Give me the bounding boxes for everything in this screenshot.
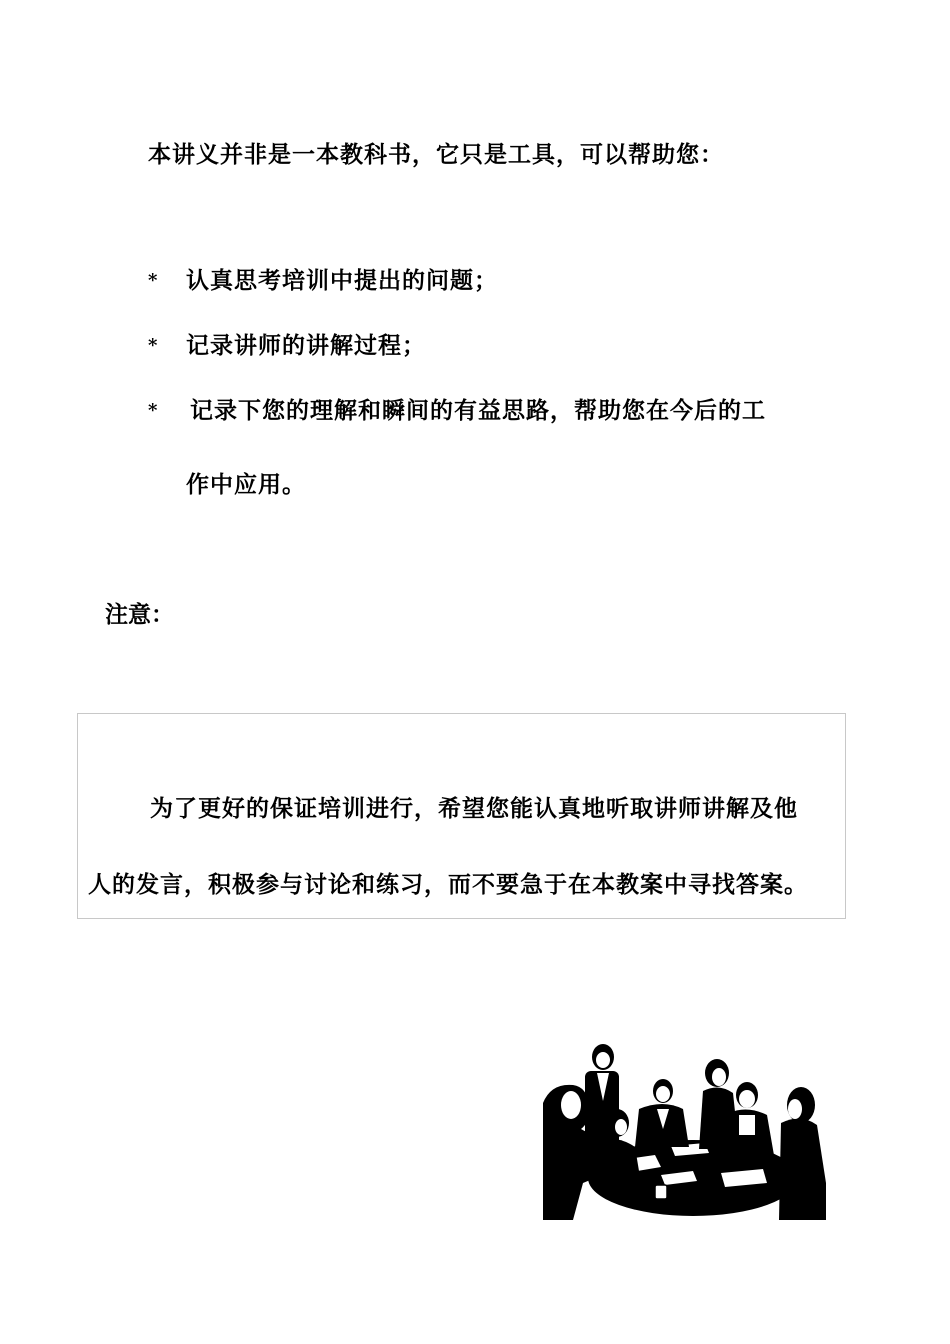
note-label: 注意： xyxy=(105,601,174,628)
bullet-text: 记录讲师的讲解过程； xyxy=(186,332,426,359)
coffee-cup xyxy=(655,1185,667,1199)
person-face xyxy=(561,1091,581,1119)
person-silhouette xyxy=(779,1118,826,1220)
note-text-line-2: 人的发言，积极参与讨论和练习，而不要急于在本教案中寻找答案。 xyxy=(88,871,808,898)
intro-paragraph: 本讲义并非是一本教科书，它只是工具，可以帮助您： xyxy=(148,141,724,168)
bullet-text: 记录下您的理解和瞬间的有益思路，帮助您在今后的工 xyxy=(190,397,766,424)
bullet-marker: * xyxy=(148,335,158,356)
person-shirt xyxy=(739,1115,755,1135)
meeting-people-icon xyxy=(543,1043,826,1220)
person-face xyxy=(739,1090,755,1108)
person-face xyxy=(656,1086,670,1102)
bullet-marker: * xyxy=(148,270,158,291)
bullet-marker: * xyxy=(148,400,158,421)
person-face xyxy=(788,1099,802,1119)
bullet-text: 认真思考培训中提出的问题； xyxy=(186,267,498,294)
note-box xyxy=(77,713,846,919)
bullet-item-2 xyxy=(148,327,426,360)
bullet-item-3 xyxy=(148,392,766,425)
note-text-line-1: 为了更好的保证培训进行，希望您能认真地听取讲师讲解及他 xyxy=(150,795,798,822)
person-face xyxy=(596,1052,610,1068)
person-face xyxy=(712,1068,726,1086)
person-face xyxy=(615,1119,627,1135)
bullet-item-1 xyxy=(148,262,498,295)
bullet-item-3-continuation: 作中应用。 xyxy=(186,471,306,498)
